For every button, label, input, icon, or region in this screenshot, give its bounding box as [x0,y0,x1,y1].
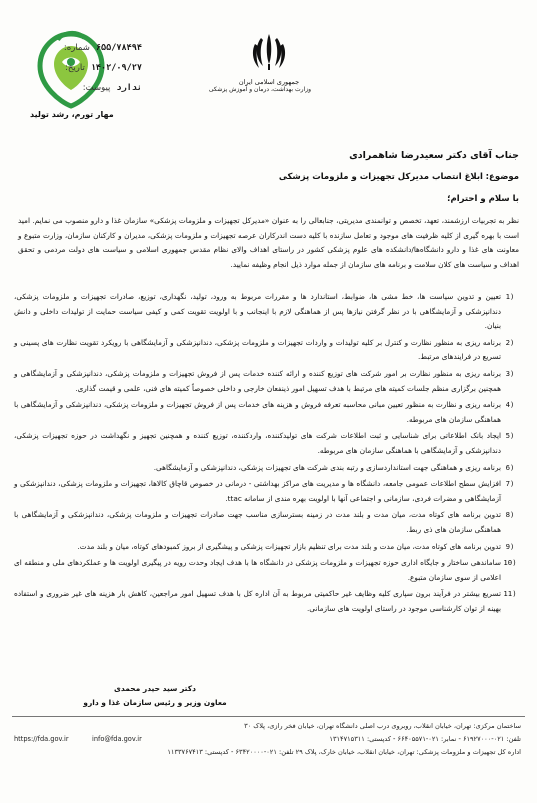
attachment-label: پیوست: [82,83,111,93]
item-text: تدوین برنامه های کوتاه مدت، میان مدت و بلند مدت برای تنظیم بازار تجهیزات پزشکی و پیشگیری از بروز کمبودهای کوتاه، میان و بلند مدت. [77,541,501,551]
number-value: ۶۵۵/۷۸۴۹۴ [95,43,142,53]
item-text: برنامه ریزی و هماهنگی جهت استانداردسازی و رتبه بندی شرکت های تجهیزات پزشکی، دندانپزشکی و آزمایشگاهی. [153,462,501,472]
signatory-name: دکتر سید حیدر محمدی [114,684,196,693]
item-text: ساماندهی ساختار و جایگاه اداری حوزه تجهیزات و ملزومات پزشکی در دانشگاه ها با هدف ایجاد وحدت رویه در پیگیری اولویت ها و عملکردهای ملی و منطقه ای اعلامی از سوی سازمان متبوع. [14,558,501,582]
item-number: 4) [505,400,515,410]
footer-divider [12,716,525,717]
item-text: ایجاد بانک اطلاعاتی برای شناسایی و ثبت اطلاعات شرکت های تولیدکننده، واردکننده، توزیع کننده و همچنین تجهیز و نگهداشت در حوزه تجهیزات پزشکی، دندانپزشکی و آزمایشگاهی با هماهنگی سازمان های مربوطه. [14,431,501,455]
subject-line [279,172,519,182]
item-number: 3) [505,368,515,378]
date-label: تاریخ: [65,63,85,73]
attachment-row [17,78,142,98]
item-number: 11) [503,589,517,599]
item-text: تسریع بیشتر در فرآیند برون سپاری کلیه وظایف غیر حاکمیتی مربوط به آن اداره کل با هدف تسهیل امور مراجعین، کاهش بار هزینه های غیر ضروری و استفاده بهینه از توان کارشناسی موجود در راستای اولویت های سازمانی. [14,589,501,613]
item-number: 7) [505,479,515,489]
list-item [14,290,519,334]
email-link[interactable]: info@fda.gov.ir [92,735,142,743]
list-item [14,461,519,476]
list-item [14,429,519,458]
iran-emblem-icon [249,30,289,72]
list-item [14,367,519,396]
item-number: 9) [505,541,515,551]
number-row [17,38,142,58]
attachment-value: ندارد [116,83,142,93]
item-number: 6) [505,462,515,472]
website-link[interactable]: https://fda.gov.ir [14,735,69,743]
list-item [14,587,519,616]
signatory-title: معاون وزیر و رئیس سازمان غذا و دارو [83,698,227,707]
list-item [14,508,519,537]
list-item [14,336,519,365]
salutation: با سلام و احترام؛ [447,194,519,204]
item-text: افزایش سطح اطلاعات عمومی جامعه، دانشگاه ها و مدیریت های مراکز بهداشتی - درمانی در خصوص قاچاق کالاها، تجهیزات و ملزومات پزشکی، دندانپزشکی و آزمایشگاهی و مضرات فردی، سازمانی و اجتماعی آنها با اولویت بهره مندی از سامانه ttac. [14,479,501,503]
footer-phone: تلفن: ۰۲۱-۶۱۹۲۷۰۰۰ - نمابر: ۰۲۱-۶۶۴۰۵۵۷۱ - کدپستی: ۱۳۱۴۷۱۵۳۱۱ [329,735,521,743]
number-label: شماره: [63,43,90,53]
signature-block [75,682,235,710]
item-text: برنامه ریزی به منظور نظارت و کنترل بر کلیه تولیدات و واردات تجهیزات و ملزومات پزشکی، دندانپزشکی و آزمایشگاهی با رویکرد تقویت نظارت های پسینی و تسریع در فرایندهای مرتبط. [14,337,501,362]
item-text: تعیین و تدوین سیاست ها، خط مشی ها، ضوابط، استاندارد ها و مقررات مربوط به ورود، تولید، نگهداری، توزیع، صادرات تجهیزات و ملزومات پزشکی، دندانپزشکی و آزمایشگاهی با در نظر گرفتن نیازها پس از هماهنگی لازم با اینجانب و با اولویت تقویت کمی و کیفی سیاست حمایت از تولیدات داخلی و دانش بنیان. [14,292,501,331]
list-item [14,398,519,427]
item-number: 5) [505,431,515,441]
footer-address: ساختمان مرکزی: تهران، خیابان انقلاب، روبروی درب اصلی دانشگاه تهران، خیابان فخر رازی، پلاک ۳۰ [244,722,521,730]
item-number: 8) [505,510,515,520]
list-item [14,477,519,506]
footer [14,720,521,759]
subject-label: موضوع: [485,172,519,182]
item-text: تدوین برنامه های کوتاه مدت، میان مدت و بلند مدت در زمینه بسترسازی مناسب جهت صادرات تجهیزات و ملزومات پزشکی، دندانپزشکی و آزمایشگاهی با هماهنگی سازمان های ذی ربط. [14,510,501,534]
subject-text: ابلاغ انتصاب مدیرکل تجهیزات و ملزومات پزشکی [278,172,483,182]
list-item [14,556,519,585]
emblem-country-name: جمهوری اسلامی ایران [238,78,300,86]
item-text: برنامه ریزی و نظارت به منظور تعیین مبانی محاسبه تعرفه فروش و هزینه های خدمات پس از فروش تجهیزات و ملزومات پزشکی، دندانپزشکی و آزمایشگاهی با هماهنگی سازمان های مربوطه. [14,400,501,424]
intro-paragraph: نظر به تجربیات ارزشمند، تعهد، تخصص و توانمندی مدیریتی، جنابعالی را به عنوان «مدیرکل تجهیزات و ملزومات پزشکی» سازمان غذا و دارو منصوب می نمایم. امید است با بهره گیری از کلیه ظرفیت های موجود و تعامل سازنده با کلیه دست اندرکاران عرصه تجهیزات و ملزومات پزشکی، مدیران و کارکنان سازمان، وزارت متبوع و معاونت های غذا و دارو دانشگاه‌ها/دانشکده های علوم پزشکی کشور در راستای اهداف والای نظام مقدس جمهوری اسلامی و سیاست های دولت مردمی و تحقق اهداف و سیاست های کلان سلامت و برنامه های سازمان از جمله موارد ذیل انجام وظیفه نمایید. [18,216,519,269]
item-number: 10) [503,558,517,568]
recipient: جناب آقای دکتر سعیدرضا شاهمرادی [349,150,519,161]
slogan-stamp: مهار تورم، رشد تولید [30,110,114,119]
duties-list [14,290,519,618]
date-row [17,58,142,78]
letter-meta [17,38,142,98]
footer-department-address: اداره کل تجهیزات و ملزومات پزشکی: تهران، خیابان انقلاب، خیابان خارک، پلاک ۲۹ تلفن: ۰۲۱-۶۳۴۲۰۰۰۰ - کدپستی: ۱۱۳۳۷۶۷۴۱۳ [167,748,521,756]
date-value: ۱۴۰۲/۰۹/۲۷ [90,63,142,73]
list-item [14,540,519,555]
government-emblem [208,30,311,120]
item-number: 2) [505,337,515,347]
emblem-ministry-name: وزارت بهداشت، درمان و آموزش پزشکی [208,86,311,93]
item-number: 1) [505,292,515,301]
item-text: برنامه ریزی به منظور نظارت بر امور شرکت های توزیع کننده و ارائه کننده خدمات پس از فروش تجهیزات و ملزومات پزشکی، دندانپزشکی و آزمایشگاهی و همچنین برگزاری منظم جلسات کمیته های مرتبط با هدف تسهیل امور ذینفعان خارجی و داخلی خصوصاً کمیته های فنی، علمی و قیمت گذاری. [14,368,501,393]
